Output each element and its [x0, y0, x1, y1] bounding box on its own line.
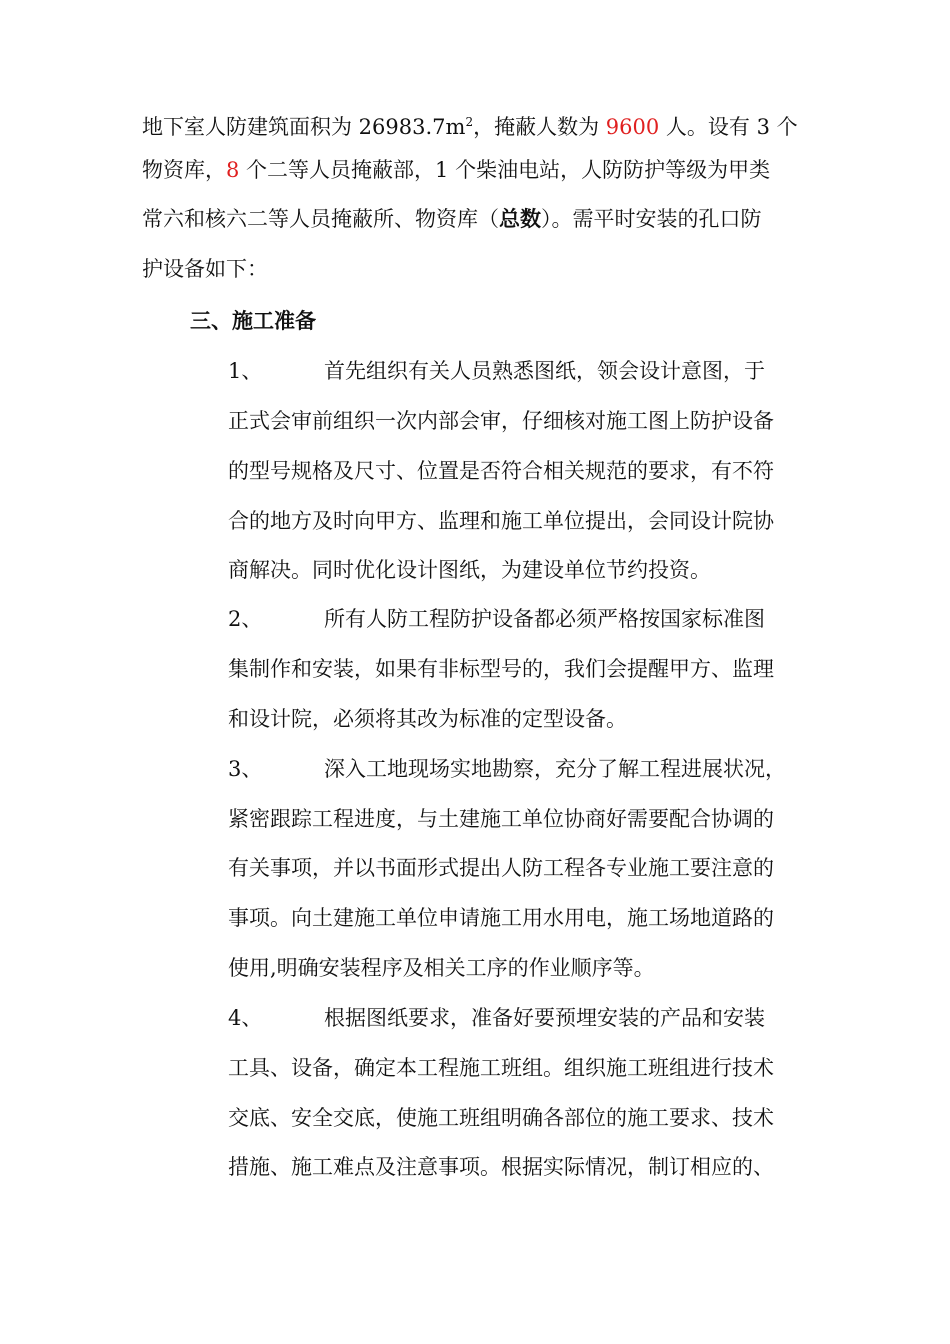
intro-text: ，掩蔽人数为 — [473, 115, 606, 139]
list-item-line: 使用,明确安装程序及相关工序的作业顺序等。 — [228, 956, 655, 980]
list-item-line: 商解决。同时优化设计图纸，为建设单位节约投资。 — [228, 558, 711, 582]
intro-text: 地下室人防建筑面积为 26983.7m — [142, 115, 466, 139]
intro-text: 物资库， — [142, 158, 226, 182]
intro-text: 常六和核六二等人员掩蔽所、物资库（ — [142, 207, 499, 231]
list-item-line: 交底、安全交底，使施工班组明确各部位的施工要求、技术 — [228, 1106, 774, 1130]
list-item-1-first-line — [228, 358, 765, 384]
item-number: 1、 — [228, 359, 263, 383]
intro-line-1 — [142, 109, 798, 140]
intro-line-3 — [142, 206, 762, 232]
intro-text: 个二等人员掩蔽部，1 个柴油电站，人防防护等级为甲类 — [239, 158, 771, 182]
intro-text: ）。需平时安装的孔口防 — [541, 207, 762, 231]
list-item-line: 有关事项，并以书面形式提出人防工程各专业施工要注意的 — [228, 856, 774, 880]
list-item-line: 合的地方及时向甲方、监理和施工单位提出，会同设计院协 — [228, 509, 774, 533]
shelter-count: 9600 — [605, 115, 660, 139]
list-item-line: 的型号规格及尺寸、位置是否符合相关规范的要求，有不符 — [228, 459, 774, 483]
item-text: 首先组织有关人员熟悉图纸，领会设计意图，于 — [324, 359, 765, 383]
item-number: 3、 — [228, 757, 263, 781]
intro-text: 人。设有 3 个 — [659, 115, 798, 139]
shelter-unit-count: 8 — [226, 158, 240, 182]
list-item-3-first-line — [228, 756, 786, 782]
item-number: 2、 — [228, 607, 263, 631]
section-heading: 三、施工准备 — [190, 308, 316, 333]
list-item-line: 紧密跟踪工程进度，与土建施工单位协商好需要配合协调的 — [228, 807, 774, 831]
list-item-2-first-line — [228, 606, 765, 632]
item-text: 根据图纸要求，准备好要预埋安装的产品和安装 — [324, 1006, 765, 1030]
list-item-line: 集制作和安装，如果有非标型号的，我们会提醒甲方、监理 — [228, 657, 774, 681]
superscript: 2 — [465, 115, 474, 129]
list-item-line: 事项。向土建施工单位申请施工用水用电，施工场地道路的 — [228, 906, 774, 930]
item-text: 深入工地现场实地勘察，充分了解工程进展状况， — [324, 757, 786, 781]
item-number: 4、 — [228, 1006, 263, 1030]
intro-line-2 — [142, 157, 770, 183]
list-item-line: 和设计院，必须将其改为标准的定型设备。 — [228, 707, 627, 731]
list-item-line: 工具、设备，确定本工程施工班组。组织施工班组进行技术 — [228, 1056, 774, 1080]
list-item-line: 措施、施工难点及注意事项。根据实际情况，制订相应的、 — [228, 1155, 774, 1179]
list-item-4-first-line — [228, 1005, 765, 1031]
bold-term: 总数 — [499, 206, 541, 231]
item-text: 所有人防工程防护设备都必须严格按国家标准图 — [324, 607, 765, 631]
list-item-line: 正式会审前组织一次内部会审，仔细核对施工图上防护设备 — [228, 409, 774, 433]
intro-line-4: 护设备如下： — [142, 257, 268, 281]
